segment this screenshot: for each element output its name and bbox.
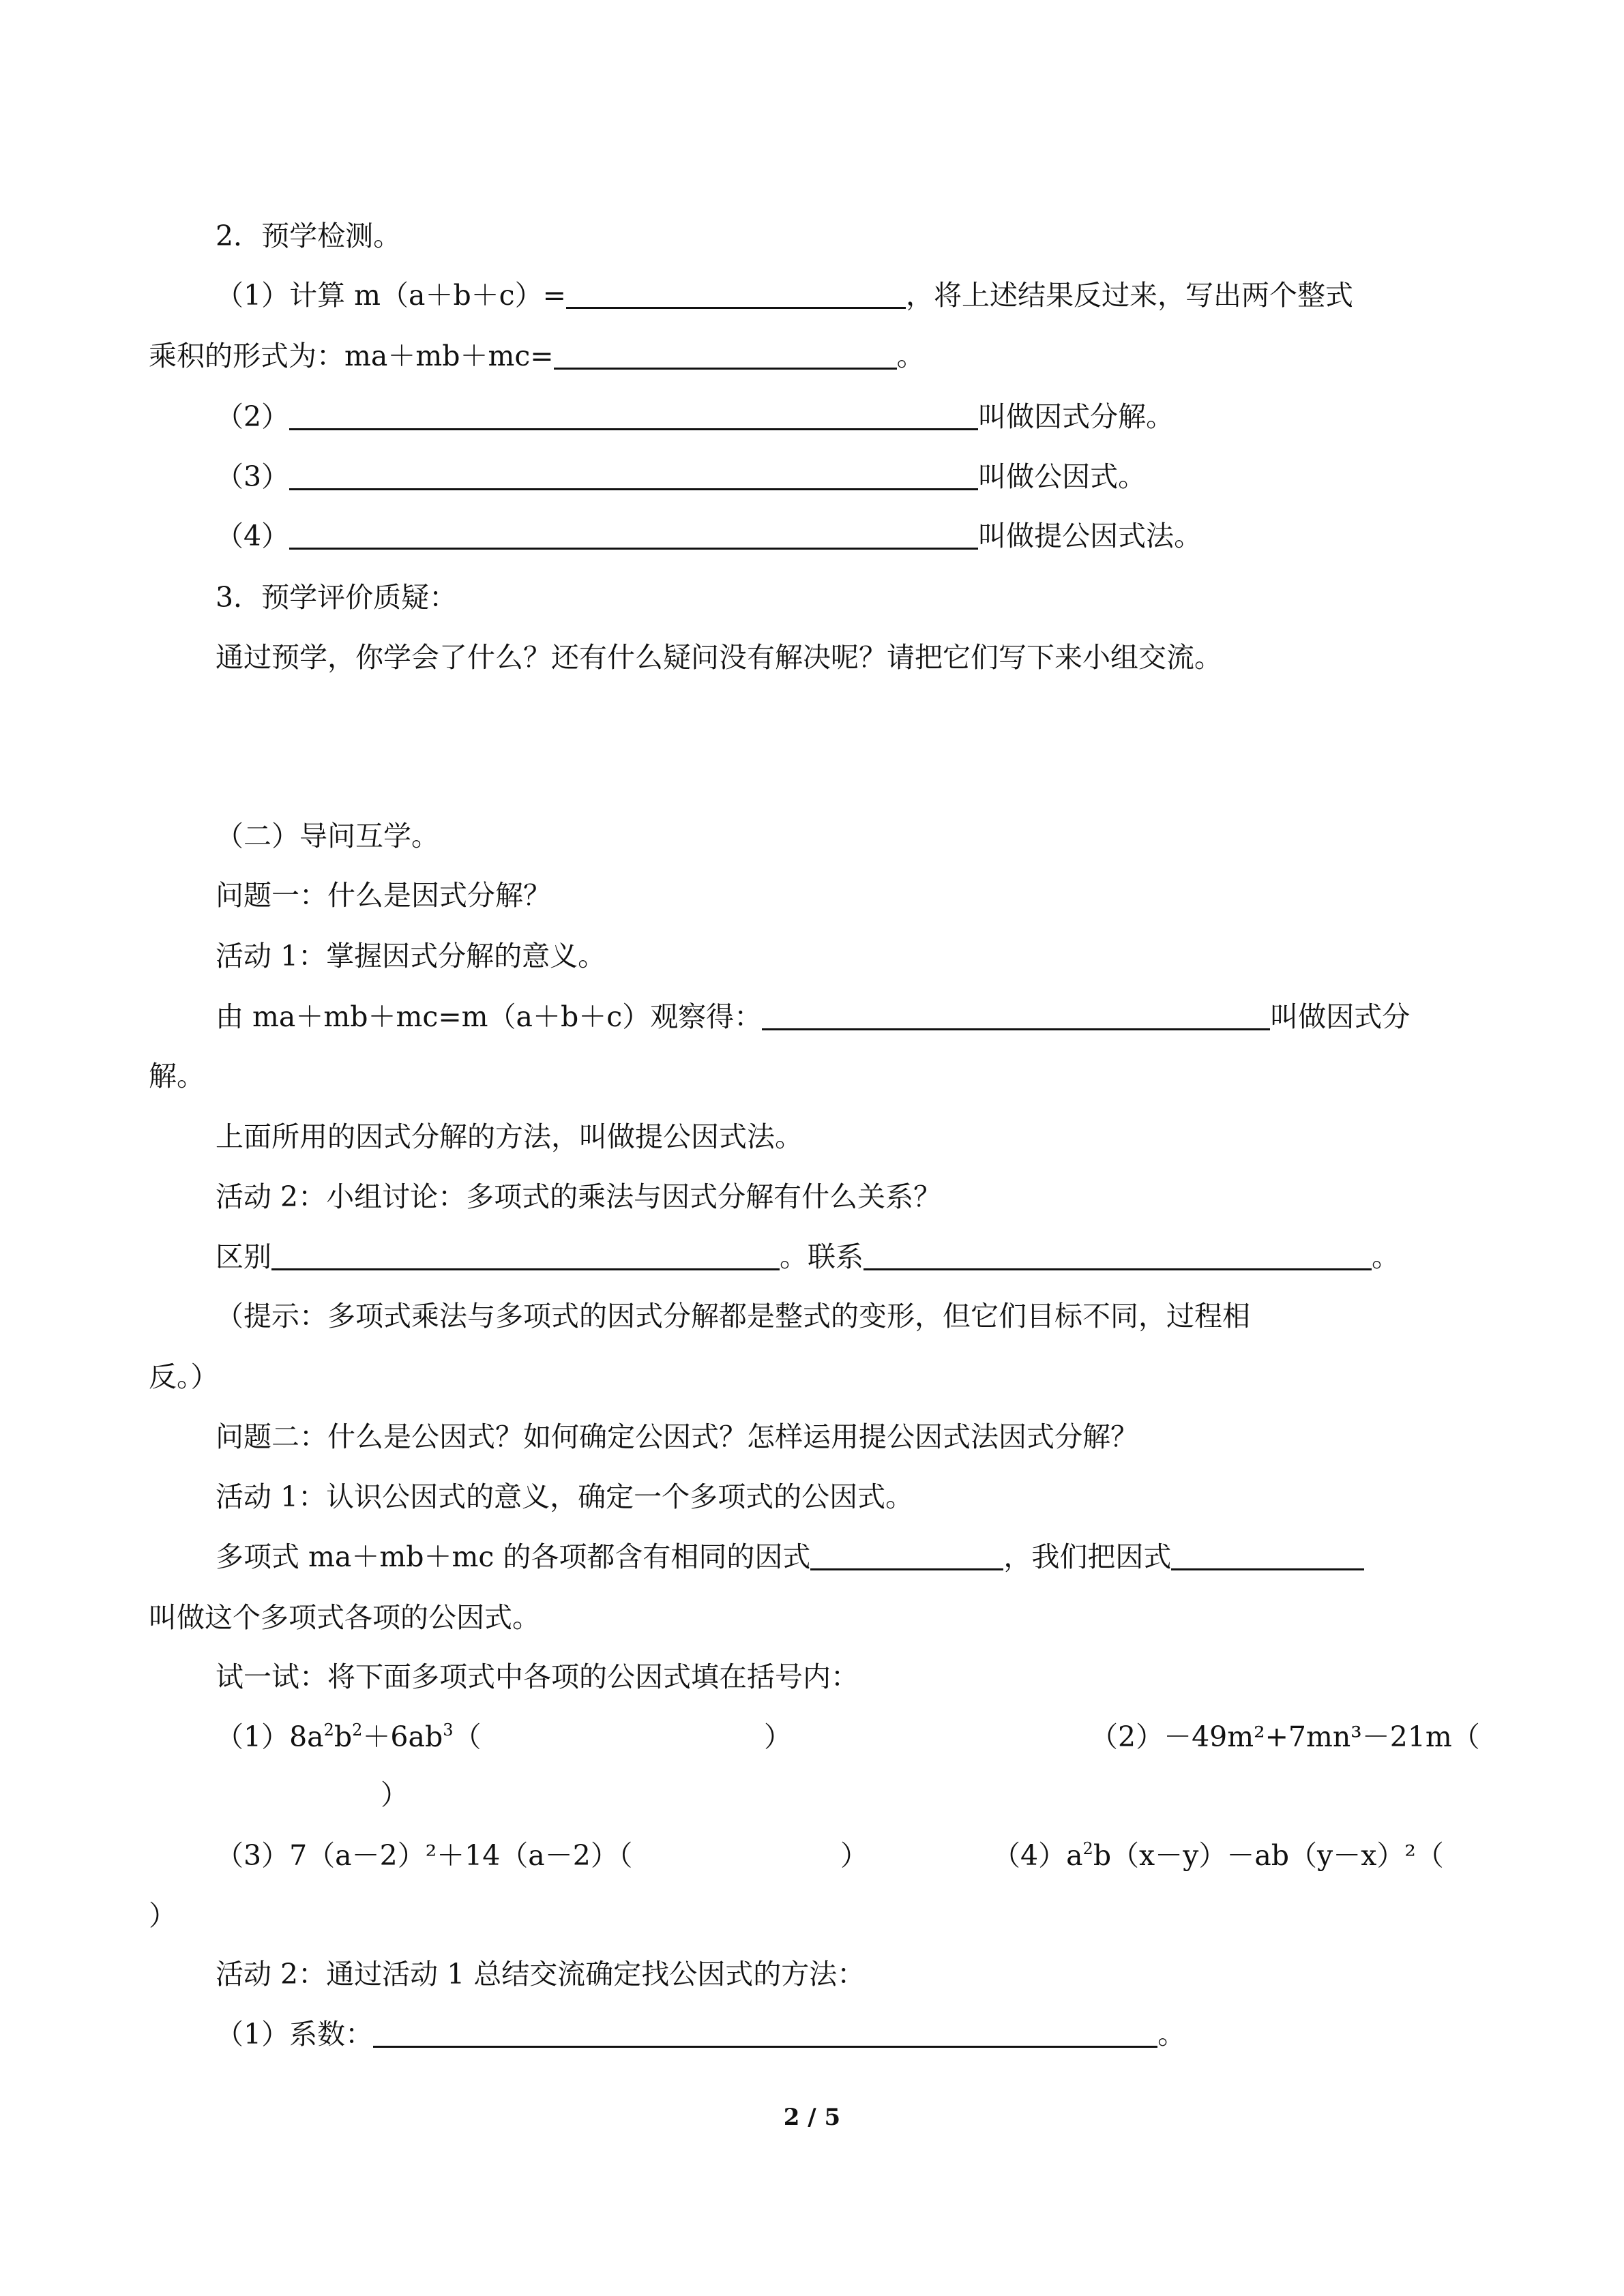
relation-blank[interactable] xyxy=(863,1241,1372,1270)
exercise-1: $(1)8a^2b^2+6ab^3$（ xyxy=(216,1720,482,1753)
polynomial-line-2: 叫做这个多项式各项的公因式。 xyxy=(149,1601,540,1634)
exercise-3-close-bracket: ） xyxy=(840,1839,868,1872)
answer-blank[interactable] xyxy=(289,401,978,430)
try-it-text: 试一试：将下面多项式中各项的公因式填在括号内： xyxy=(216,1660,859,1693)
problem-1-question: 问题一：什么是因式分解？ xyxy=(216,879,551,912)
answer-blank[interactable] xyxy=(554,340,897,370)
section-3-title: 3．预学评价质疑： xyxy=(216,581,458,614)
problem-2-activity-2: 活动 2：通过活动 1 总结交流确定找公因式的方法： xyxy=(216,1958,866,1991)
question-2-line: （2） 叫做因式分解。 xyxy=(216,400,1175,433)
exercise-3: （3）7（a－2）²＋14（a－2）（ xyxy=(216,1839,633,1872)
exercise-2: （2）－49m²+7mn³－21m（ xyxy=(1090,1720,1480,1753)
observation-line: 由 ma＋mb＋mc=m（a＋b＋c）观察得： 叫做因式分 xyxy=(216,1000,1411,1033)
answer-blank[interactable] xyxy=(289,520,978,550)
exercise-4-close-bracket: ） xyxy=(149,1899,177,1932)
coefficient-line: （1）系数： 。 xyxy=(216,2018,1186,2051)
answer-blank[interactable] xyxy=(810,1541,1003,1570)
section-3-text: 通过预学，你学会了什么？还有什么疑问没有解决呢？请把它们写下来小组交流。 xyxy=(216,641,1222,674)
hint-line-2: 反。） xyxy=(149,1360,219,1393)
page-number: 2 / 5 xyxy=(783,2104,841,2131)
answer-blank[interactable] xyxy=(373,2018,1157,2048)
question-1-line: （1）计算 m（a＋b＋c）= ，将上述结果反过来，写出两个整式 xyxy=(216,279,1354,312)
exercise-2-close-bracket: ） xyxy=(381,1778,409,1811)
answer-blank[interactable] xyxy=(289,461,978,490)
problem-2-activity-1: 活动 1：认识公因式的意义，确定一个多项式的公因式。 xyxy=(216,1480,914,1513)
problem-1-activity-2: 活动 2：小组讨论：多项式的乘法与因式分解有什么关系？ xyxy=(216,1180,942,1213)
answer-blank[interactable] xyxy=(566,280,906,309)
part-2-title: （二）导问互学。 xyxy=(216,820,439,852)
hint-line: （提示：多项式乘法与多项式的因式分解都是整式的变形，但它们目标不同，过程相 xyxy=(216,1300,1250,1332)
exercise-1-close-bracket: ） xyxy=(764,1720,792,1753)
section-2-title: 2．预学检测。 xyxy=(216,220,402,252)
difference-blank[interactable] xyxy=(271,1241,780,1270)
question-1-line-2: 乘积的形式为：ma＋mb＋mc= 。 xyxy=(149,340,925,372)
answer-blank[interactable] xyxy=(1171,1541,1364,1570)
problem-2-question: 问题二：什么是公因式？如何确定公因式？怎样运用提公因式法因式分解？ xyxy=(216,1420,1138,1453)
answer-blank[interactable] xyxy=(762,1001,1270,1030)
question-3-line: （3） 叫做公因式。 xyxy=(216,460,1147,493)
problem-1-activity-1: 活动 1：掌握因式分解的意义。 xyxy=(216,940,606,972)
method-text: 上面所用的因式分解的方法，叫做提公因式法。 xyxy=(216,1120,803,1153)
polynomial-line: 多项式 ma＋mb＋mc 的各项都含有相同的因式 ，我们把因式 xyxy=(216,1538,1364,1576)
difference-relation-line: 区别 。联系 。 xyxy=(216,1240,1400,1273)
observation-line-2: 解。 xyxy=(149,1060,205,1092)
exercise-4: $(4)a^2b(x-y)-ab(y-x)^2$（ xyxy=(992,1839,1444,1872)
question-4-line: （4） 叫做提公因式法。 xyxy=(216,520,1202,552)
